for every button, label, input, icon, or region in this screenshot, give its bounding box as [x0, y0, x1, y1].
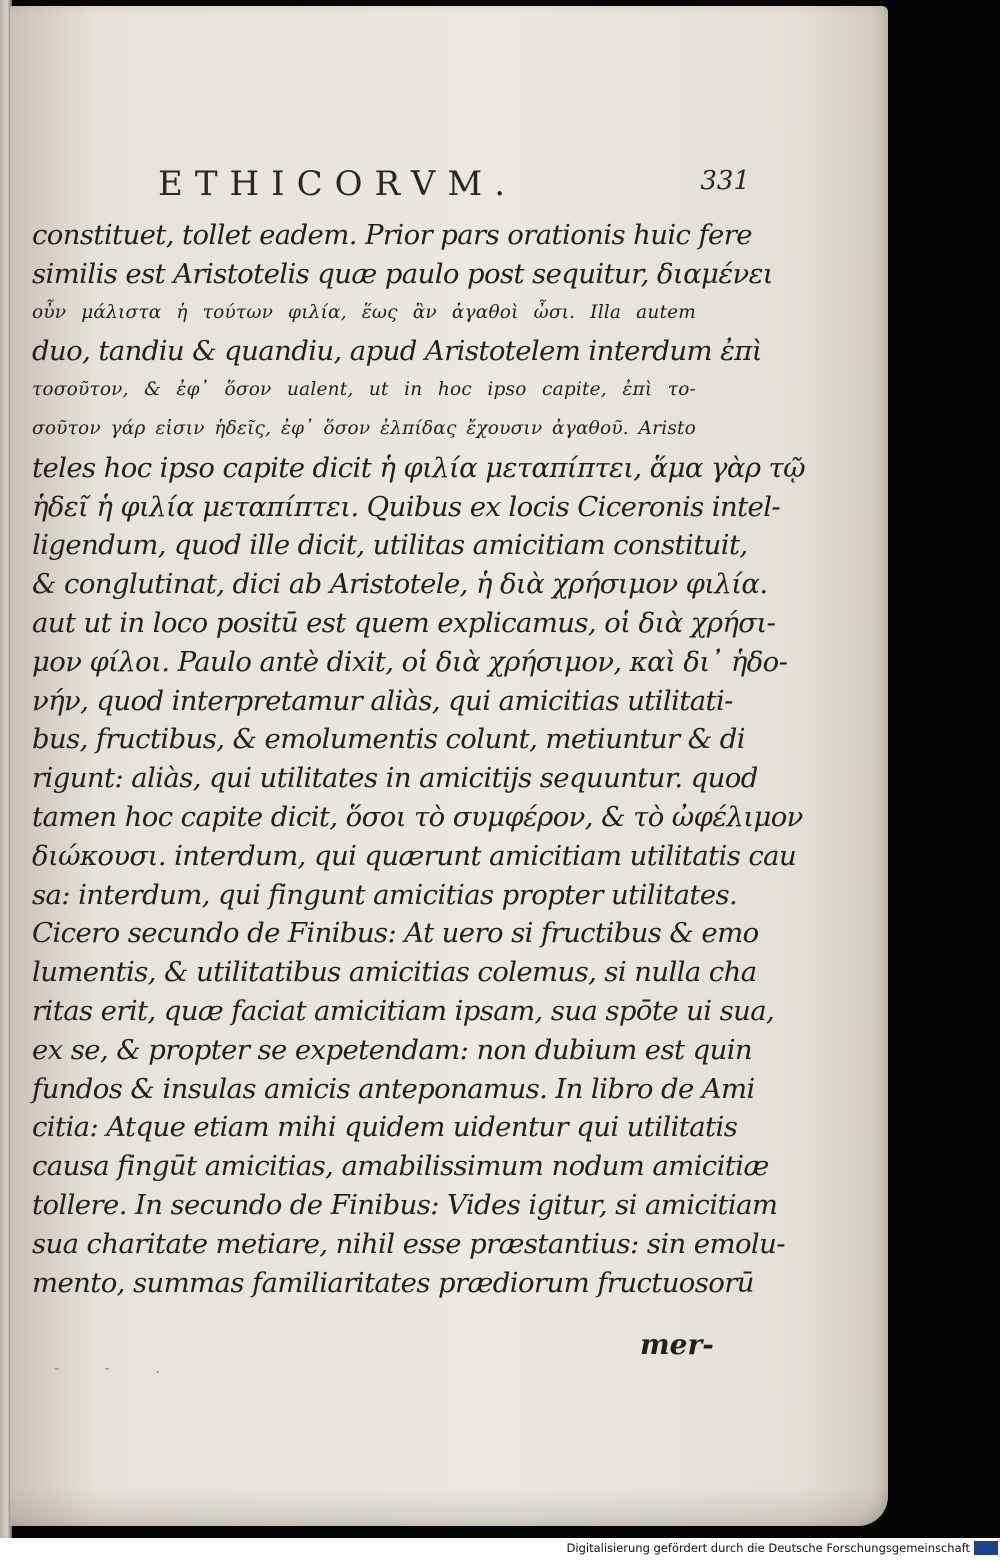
running-title: ETHICORVM. [158, 164, 518, 204]
text-line: mento, summas familiaritates prædiorum fructuosorū [32, 1266, 754, 1299]
text-line: διώκουσι. interdum, qui quærunt amicitiam utilitatis cau [32, 839, 797, 872]
text-line: tollere. In secundo de Finibus: Vides igitur, si amicitiam [32, 1188, 778, 1221]
text-line: Cicero secundo de Finibus: At uero si fructibus & emo [32, 917, 759, 950]
text-line: constituet, tollet eadem. Prior pars orationis huic fere [32, 219, 752, 251]
text-line: & conglutinat, dici ab Aristotele, ἡ διὰ χρήσιμον φιλία. [32, 568, 768, 601]
text-line: bus, fructibus, & emolumentis colunt, metiuntur & di [32, 723, 745, 756]
text-line: ligendum, quod ille dicit, utilitas amicitiam constituit, [32, 529, 748, 562]
text-line: tamen hoc capite dicit, ὅσοι τὸ συμφέρον, & τὸ ὠφέλιμον [32, 800, 803, 833]
text-line: lumentis, & utilitatibus amicitias colemus, si nulla cha [32, 956, 757, 989]
text-line: οὖν μάλιστα ἡ τούτων φιλία, ἕως ἂν ἀγαθοὶ ὦσι. Illa autem [32, 301, 696, 323]
text-line: similis est Aristotelis quæ paulo post sequitur, διαμένει [32, 257, 773, 290]
text-line: σοῦτον γάρ εἰσιν ἡδεῖς, ἐφ᾽ ὅσον ἐλπίδας ἔχουσιν ἀγαθοῦ. Aristo [32, 417, 696, 439]
text-line: teles hoc ipso capite dicit ἡ φιλία μεταπίπτει, ἅμα γὰρ τῷ [32, 451, 805, 484]
text-line: rigunt: aliàs, qui utilitates in amicitijs sequuntur. quod [32, 762, 758, 795]
text-line: fundos & insulas amicis anteponamus. In libro de Ami [32, 1072, 755, 1105]
text-line: aut ut in loco positū est quem explicamus, οἱ διὰ χρήσι- [32, 606, 776, 639]
page-header [150, 164, 750, 204]
page-shadow [10, 1486, 888, 1526]
page-number: 331 [700, 166, 750, 196]
text-line: ritas erit, quæ faciat amicitiam ipsam, sua spōte ui sua, [32, 994, 775, 1027]
text-line: ex se, & propter se expetendam: non dubium est quin [32, 1033, 753, 1066]
text-line: ἡδεῖ ἡ φιλία μεταπίπτει. Quibus ex locis Ciceronis intel- [32, 490, 781, 523]
dfg-logo [974, 1541, 998, 1555]
text-line: sua charitate metiare, nihil esse præstantius: sin emolu- [32, 1227, 785, 1260]
text-line: τοσοῦτον, & ἐφ᾽ ὅσον ualent, ut in hoc ipso capite, ἐπὶ το- [32, 379, 696, 401]
catchword: mer- [640, 1328, 714, 1361]
text-line: causa fingūt amicitias, amabilissimum nodum amicitiæ [32, 1150, 769, 1183]
body-text [32, 216, 805, 1302]
text-line: citia: Atque etiam mihi quidem uidentur qui utilitatis [32, 1111, 738, 1144]
book-page [10, 6, 888, 1526]
text-line: sa: interdum, qui fingunt amicitias propter utilitates. [32, 878, 738, 911]
margin-marks: - - . [54, 1358, 181, 1377]
footer-bar [0, 1538, 1000, 1560]
text-line: duo, tandiu & quandiu, apud Aristotelem interdum ἐπὶ [32, 335, 762, 368]
digitization-credit: Digitalisierung gefördert durch die Deutsche Forschungsgemeinschaft [566, 1541, 970, 1555]
text-line: νήν, quod interpretamur aliàs, qui amicitias utilitati- [32, 684, 733, 717]
text-line: μον φίλοι. Paulo antè dixit, οἱ διὰ χρήσιμον, καὶ δι᾽ ἡδο- [32, 645, 788, 678]
